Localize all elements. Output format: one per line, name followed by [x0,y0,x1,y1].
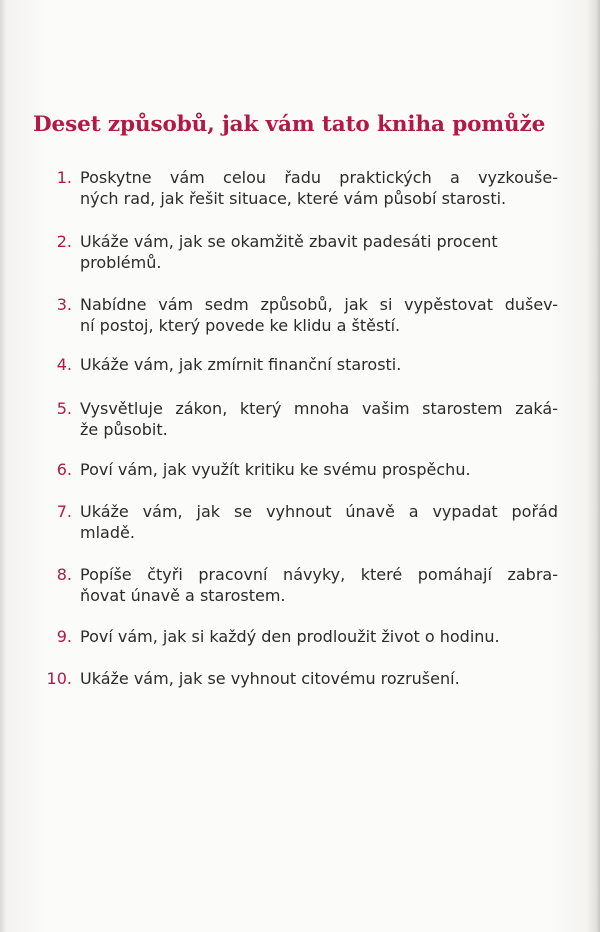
list-item-number: 10. [46,669,72,688]
list-item-line: Ukáže vám, jak se vyhnout citovému rozrušení. [80,669,460,688]
page-title: Deset způsobů, jak vám tato kniha pomůže [33,112,546,137]
list-item-line: Ukáže vám, jak se vyhnout únavě a vypadat pořád [80,502,558,521]
list-item-text [80,459,558,480]
list-item-number: 8. [56,565,72,584]
list-item-line: ných rad, jak řešit situace, které vám působí starosti. [80,189,507,208]
list-item-text [80,501,558,543]
list-item-text [80,354,558,375]
page-right-edge [586,0,600,932]
list-item-number: 5. [56,399,72,418]
list-item-number: 6. [56,460,72,479]
list-item-text [80,564,558,606]
list-item-line: ní postoj, který povede ke klidu a štěstí. [80,316,401,335]
list-item-line: Ukáže vám, jak zmírnit finanční starosti. [80,355,402,374]
list-item-number: 1. [56,168,72,187]
page-left-edge [0,0,6,932]
list-item-line: Ukáže vám, jak se okamžitě zbavit padesáti procent [80,232,498,251]
list-item-line: problémů. [80,253,162,272]
list-item-line: ňovat únavě a starostem. [80,586,286,605]
list-item-line: Poskytne vám celou řadu praktických a vyzkouše- [80,168,558,187]
list-item-text [80,231,558,273]
list-item-number: 4. [56,355,72,374]
list-item-text [80,167,558,209]
list-item-line: že působit. [80,420,168,439]
list-item-text [80,398,558,440]
list-item-line: Nabídne vám sedm způsobů, jak si vypěstovat dušev- [80,295,558,314]
list-item-text [80,668,558,689]
list-item-line: Popíše čtyři pracovní návyky, které pomáhají zabra- [80,565,558,584]
list-item-number: 7. [56,502,72,521]
list-item-text [80,626,558,647]
list-item-line: Poví vám, jak využít kritiku ke svému prospěchu. [80,460,471,479]
list-item-number: 3. [56,295,72,314]
list-item-text [80,294,558,336]
list-item-line: Vysvětluje zákon, který mnoha vašim starostem zaká- [80,399,558,418]
list-item-number: 2. [56,232,72,251]
list-item-line: mladě. [80,523,135,542]
list-item-line: Poví vám, jak si každý den prodloužit život o hodinu. [80,627,500,646]
list-item-number: 9. [56,627,72,646]
